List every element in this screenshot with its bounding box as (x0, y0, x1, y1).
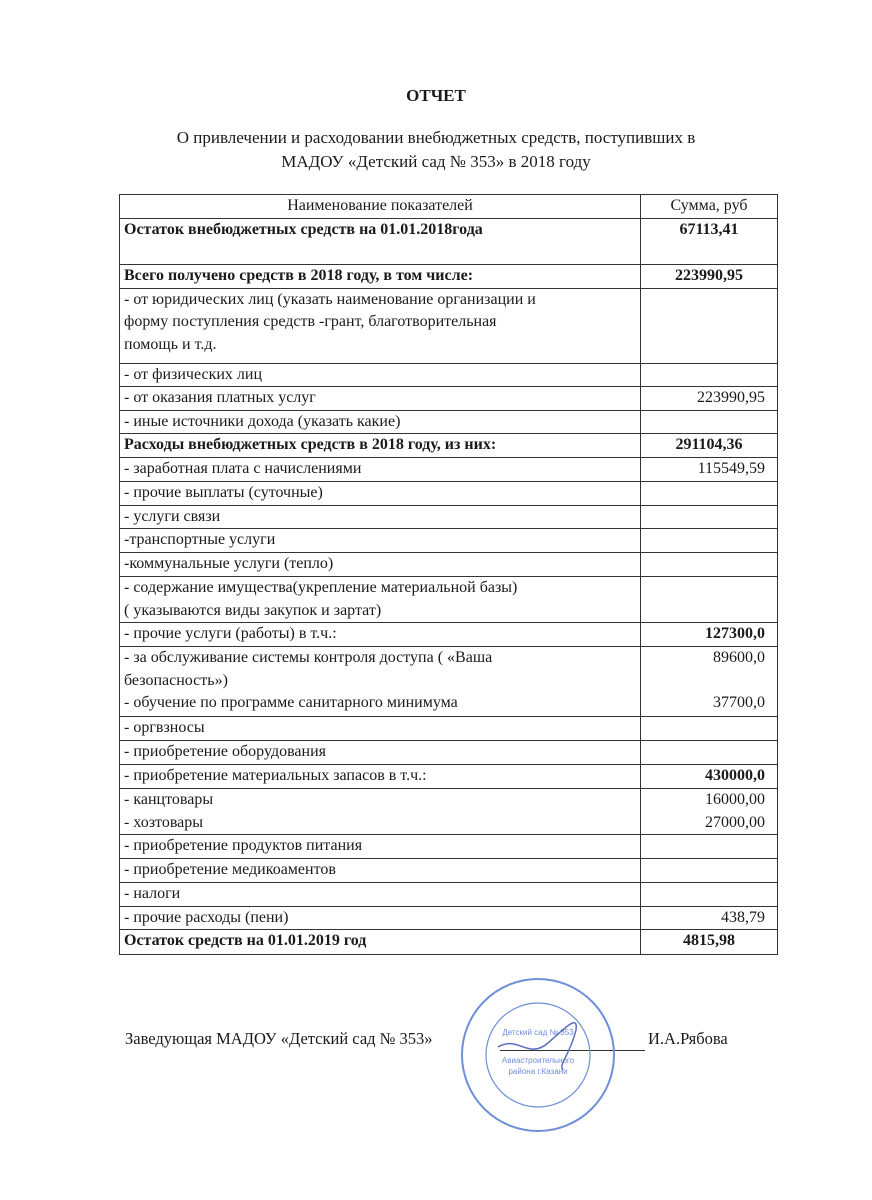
row-label: Остаток средств на 01.01.2019 год (120, 930, 641, 955)
row-label: - от физических лиц (120, 363, 641, 387)
row-label: - прочие расходы (пени) (120, 906, 641, 930)
table-row (120, 481, 778, 505)
row-value (641, 577, 778, 623)
table-row (120, 882, 778, 906)
row-label: - прочие выплаты (суточные) (120, 481, 641, 505)
header-sum: Сумма, руб (641, 195, 778, 219)
row-label: - содержание имущества(укрепление материальной базы) ( указываются виды закупок и зартат) (120, 577, 641, 623)
row-value: 115549,59 (641, 458, 778, 482)
table-row (120, 577, 778, 623)
row-value: 89600,0 37700,0 (641, 647, 778, 717)
row-label: - оргвзносы (120, 717, 641, 741)
row-label: Расходы внебюджетных средств в 2018 году, из них: (120, 434, 641, 458)
row-label: - прочие услуги (работы) в т.ч.: (120, 623, 641, 647)
row-value (641, 529, 778, 553)
row-value (641, 741, 778, 765)
row-label: - иные источники дохода (указать какие) (120, 410, 641, 434)
row-value (641, 553, 778, 577)
row-value (641, 288, 778, 363)
row-value: 223990,95 (641, 264, 778, 288)
table-row (120, 288, 778, 363)
row-label: - от оказания платных услуг (120, 387, 641, 411)
row-value: 4815,98 (641, 930, 778, 955)
row-label: Всего получено средств в 2018 году, в том числе: (120, 264, 641, 288)
table-row (120, 717, 778, 741)
row-label: - заработная плата с начислениями (120, 458, 641, 482)
table-row (120, 906, 778, 930)
row-value: 67113,41 (641, 218, 778, 264)
table-row (120, 410, 778, 434)
row-value (641, 481, 778, 505)
table-header-row (120, 195, 778, 219)
row-value: 430000,0 (641, 765, 778, 789)
header-name: Наименование показателей (120, 195, 641, 219)
subtitle-line: МАДОУ «Детский сад № 353» в 2018 году (281, 152, 591, 171)
subtitle-line: О привлечении и расходовании внебюджетных средств, поступивших в (176, 128, 696, 147)
row-label: - приобретение оборудования (120, 741, 641, 765)
row-label: -коммунальные услуги (тепло) (120, 553, 641, 577)
table-row (120, 789, 778, 835)
row-label: - приобретение медикоаментов (120, 859, 641, 883)
table-row (120, 647, 778, 717)
table-row (120, 529, 778, 553)
row-label: - налоги (120, 882, 641, 906)
row-value (641, 882, 778, 906)
table-row (120, 765, 778, 789)
footer-position: Заведующая МАДОУ «Детский сад № 353» (125, 1029, 433, 1048)
table-row (120, 505, 778, 529)
row-value (641, 505, 778, 529)
row-label: - от юридических лиц (указать наименование организации и форму поступления средств -грант, благотворительная помощь и т.д. (120, 288, 641, 363)
row-value (641, 717, 778, 741)
table-row (120, 434, 778, 458)
table-row (120, 458, 778, 482)
table-row (120, 835, 778, 859)
row-label: - услуги связи (120, 505, 641, 529)
document-subtitle (0, 126, 872, 174)
row-value: 127300,0 (641, 623, 778, 647)
svg-text:района г.Казани: района г.Казани (508, 1067, 568, 1076)
row-value (641, 363, 778, 387)
table-row (120, 363, 778, 387)
row-label: - приобретение материальных запасов в т.ч.: (120, 765, 641, 789)
row-label: - за обслуживание системы контроля доступа ( «Ваша безопасность») - обучение по программе санитарного минимума (120, 647, 641, 717)
table-row (120, 218, 778, 264)
row-label: - приобретение продуктов питания (120, 835, 641, 859)
table-row (120, 623, 778, 647)
table-row (120, 930, 778, 955)
table-row (120, 264, 778, 288)
document-title: ОТЧЕТ (406, 86, 466, 105)
row-value (641, 410, 778, 434)
row-value: 223990,95 (641, 387, 778, 411)
row-label: -транспортные услуги (120, 529, 641, 553)
svg-text:Детский сад № 353: Детский сад № 353 (502, 1028, 574, 1037)
row-value (641, 835, 778, 859)
row-label: - канцтовары - хозтовары (120, 789, 641, 835)
table-row (120, 741, 778, 765)
report-table (119, 194, 778, 955)
table-row (120, 859, 778, 883)
row-value: 291104,36 (641, 434, 778, 458)
table-row (120, 553, 778, 577)
table-row (120, 387, 778, 411)
footer-signer: И.А.Рябова (648, 1029, 728, 1048)
row-value (641, 859, 778, 883)
row-value: 438,79 (641, 906, 778, 930)
official-stamp (458, 975, 618, 1135)
row-label: Остаток внебюджетных средств на 01.01.2018года (120, 218, 641, 264)
svg-text:Авиастроительного: Авиастроительного (501, 1056, 575, 1065)
row-value: 16000,00 27000,00 (641, 789, 778, 835)
